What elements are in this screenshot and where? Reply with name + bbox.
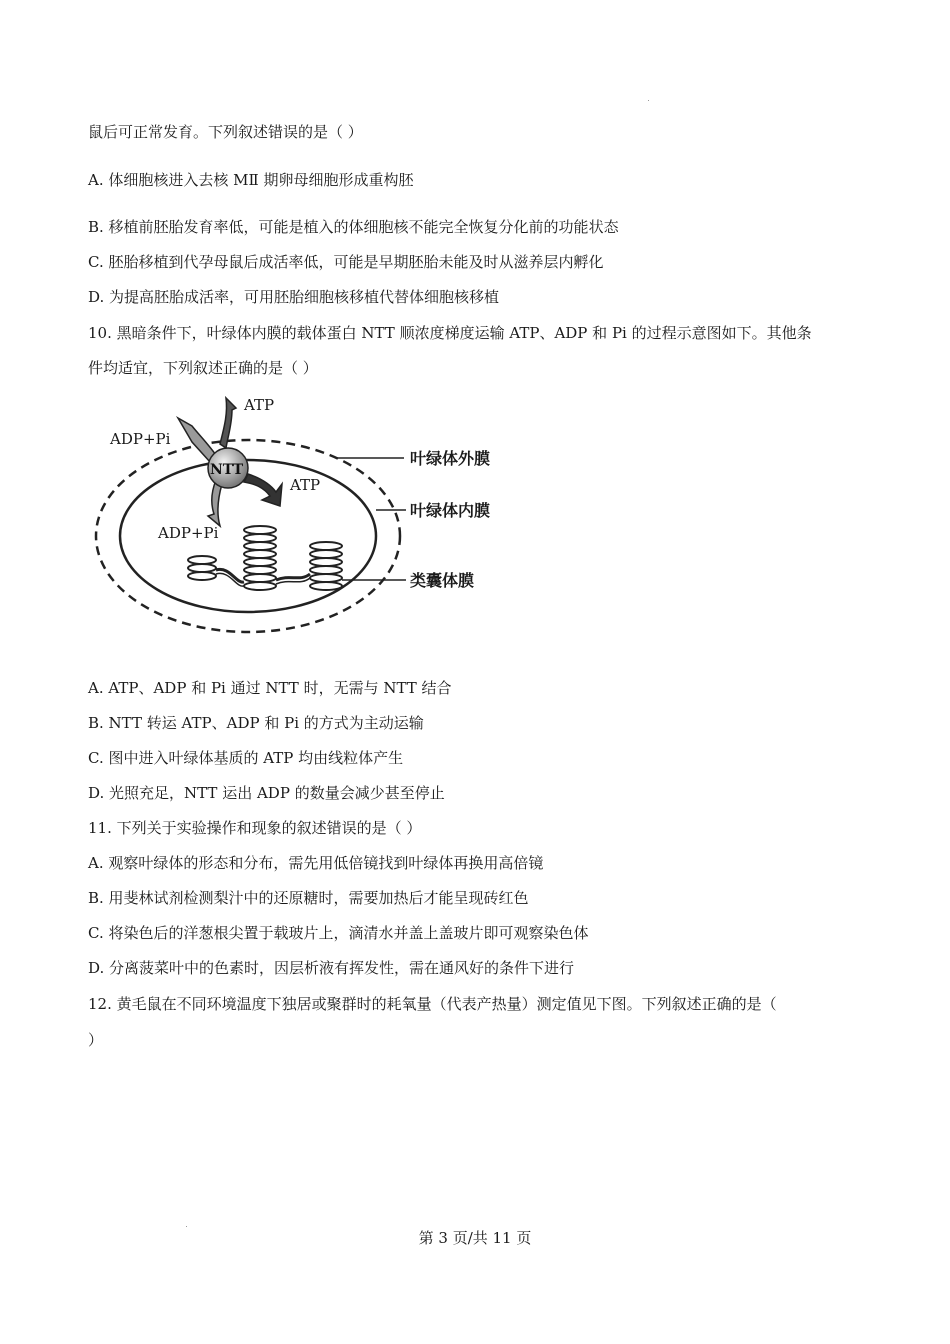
question-12-line-1: 12. 黄毛鼠在不同环境温度下独居或聚群时的耗氧量（代表产热量）测定值见下图。下列叙述正确的是（ <box>88 995 777 1013</box>
chloroplast-ntt-diagram <box>80 388 540 652</box>
option-a-q9: A. 体细胞核进入去核 MⅡ 期卵母细胞形成重构胚 <box>88 171 414 189</box>
option-b-q9: B. 移植前胚胎发育率低，可能是植入的体细胞核不能完全恢复分化前的功能状态 <box>88 218 619 236</box>
option-d-q10: D. 光照充足，NTT 运出 ADP 的数量会减少甚至停止 <box>88 784 445 802</box>
option-d-q9: D. 为提高胚胎成活率，可用胚胎细胞核移植代替体细胞核移植 <box>88 288 500 306</box>
option-c-q10: C. 图中进入叶绿体基质的 ATP 均由线粒体产生 <box>88 749 404 767</box>
label-atp-out: ATP <box>244 396 275 414</box>
label-outer-membrane: 叶绿体外膜 <box>410 449 491 468</box>
option-c-q11: C. 将染色后的洋葱根尖置于载玻片上，滴清水并盖上盖玻片即可观察染色体 <box>88 924 589 942</box>
label-adp-pi-out: ADP+Pi <box>158 524 219 542</box>
option-c-q9: C. 胚胎移植到代孕母鼠后成活率低，可能是早期胚胎未能及时从滋养层内孵化 <box>88 253 604 271</box>
option-b-q11: B. 用斐林试剂检测梨汁中的还原糖时，需要加热后才能呈现砖红色 <box>88 889 529 907</box>
option-a-q10: A. ATP、ADP 和 Pi 通过 NTT 时，无需与 NTT 结合 <box>88 679 452 697</box>
label-atp-in: ATP <box>290 476 321 494</box>
question-10-line-1: 10. 黑暗条件下，叶绿体内膜的载体蛋白 NTT 顺浓度梯度运输 ATP、ADP 和 Pi 的过程示意图如下。其他条 <box>88 324 812 342</box>
label-inner-membrane: 叶绿体内膜 <box>410 501 491 520</box>
question-12-line-2: ） <box>88 1031 104 1049</box>
label-thylakoid-membrane: 类囊体膜 <box>410 571 475 590</box>
atp-arrow-inner <box>244 474 282 506</box>
label-adp-pi-in: ADP+Pi <box>110 430 171 448</box>
label-ntt: NTT <box>210 462 244 478</box>
scan-speck <box>186 1226 187 1227</box>
scan-speck <box>648 100 649 101</box>
option-b-q10: B. NTT 转运 ATP、ADP 和 Pi 的方式为主动运输 <box>88 714 424 732</box>
question-10-line-2: 件均适宜，下列叙述正确的是（ ） <box>88 359 318 377</box>
text-line-1: 鼠后可正常发育。下列叙述错误的是（ ） <box>88 123 363 141</box>
option-d-q11: D. 分离菠菜叶中的色素时，因层析液有挥发性，需在通风好的条件下进行 <box>88 959 575 977</box>
option-a-q11: A. 观察叶绿体的形态和分布，需先用低倍镜找到叶绿体再换用高倍镜 <box>88 854 544 872</box>
page-footer: 第 3 页/共 11 页 <box>418 1229 532 1247</box>
question-11: 11. 下列关于实验操作和现象的叙述错误的是（ ） <box>88 819 422 837</box>
